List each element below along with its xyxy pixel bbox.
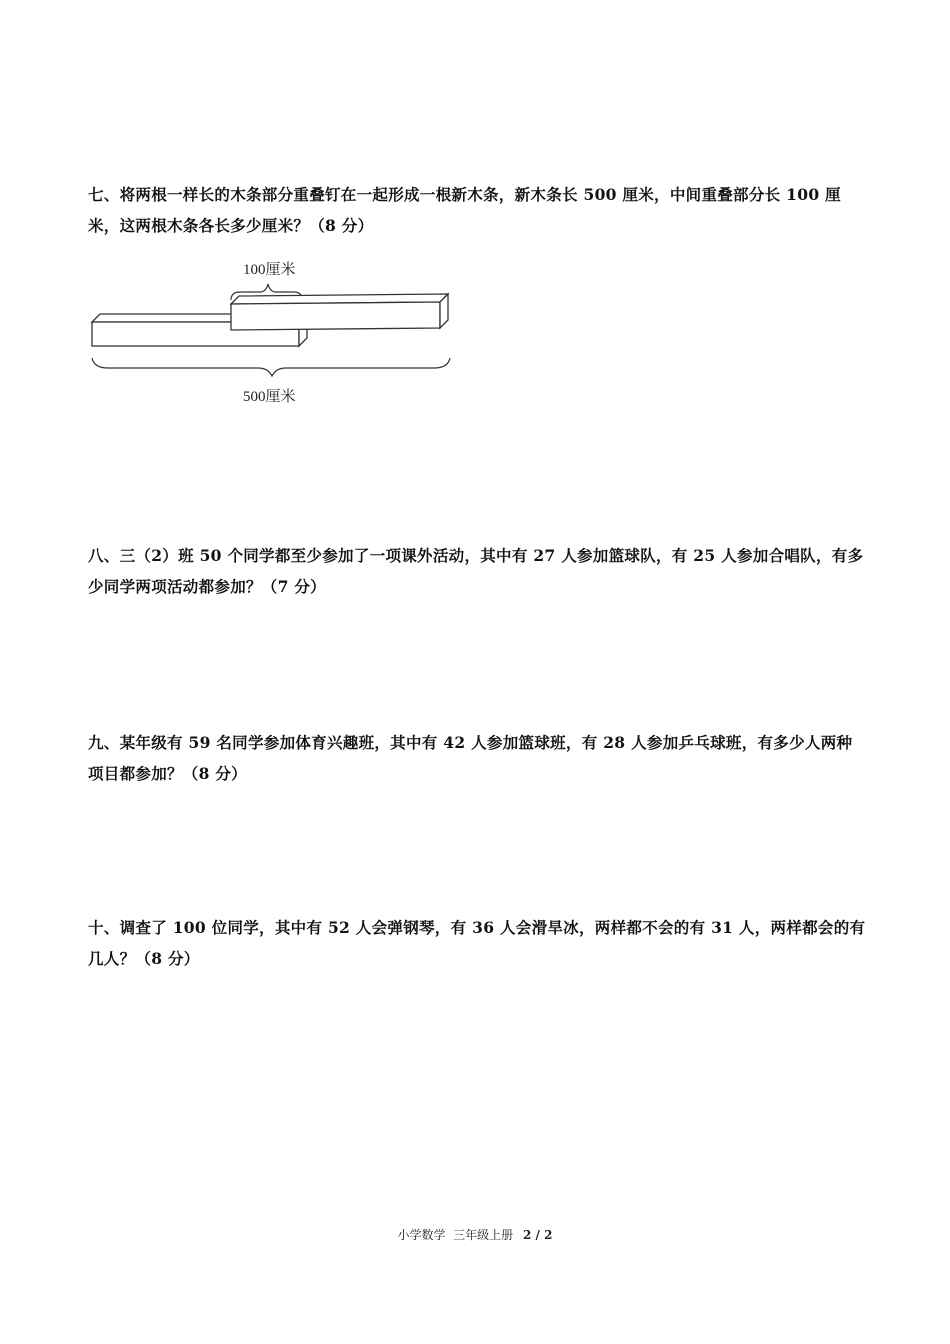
question-9: 九、某年级有 59 名同学参加体育兴趣班，其中有 42 人参加篮球班，有 28 人参加乒乓球班，有多少人两种项目都参加？（8 分） — [88, 733, 853, 783]
page-footer — [0, 1226, 950, 1243]
right-strip — [231, 294, 448, 330]
question-10: 十、调查了 100 位同学，其中有 52 人会弹钢琴，有 36 人会滑旱冰，两样都不会的有 31 人，两样都会的有几人？（8 分） — [88, 918, 866, 968]
overlap-length-label: 100厘米 — [243, 262, 296, 278]
page-number: 2 / 2 — [523, 1228, 553, 1242]
question-7: 七、将两根一样长的木条部分重叠钉在一起形成一根新木条，新木条长 500 厘米，中间重叠部分长 100 厘米，这两根木条各长多少厘米？（8 分） — [88, 185, 841, 235]
question-8: 八、三（2）班 50 个同学都至少参加了一项课外活动，其中有 27 人参加篮球队，有 25 人参加合唱队，有多少同学两项活动都参加？（7 分） — [88, 546, 864, 596]
total-length-label: 500厘米 — [243, 389, 296, 405]
total-brace — [92, 358, 450, 376]
wood-strip-diagram — [88, 254, 468, 414]
footer-subject: 小学数学 三年级上册 — [397, 1228, 514, 1242]
